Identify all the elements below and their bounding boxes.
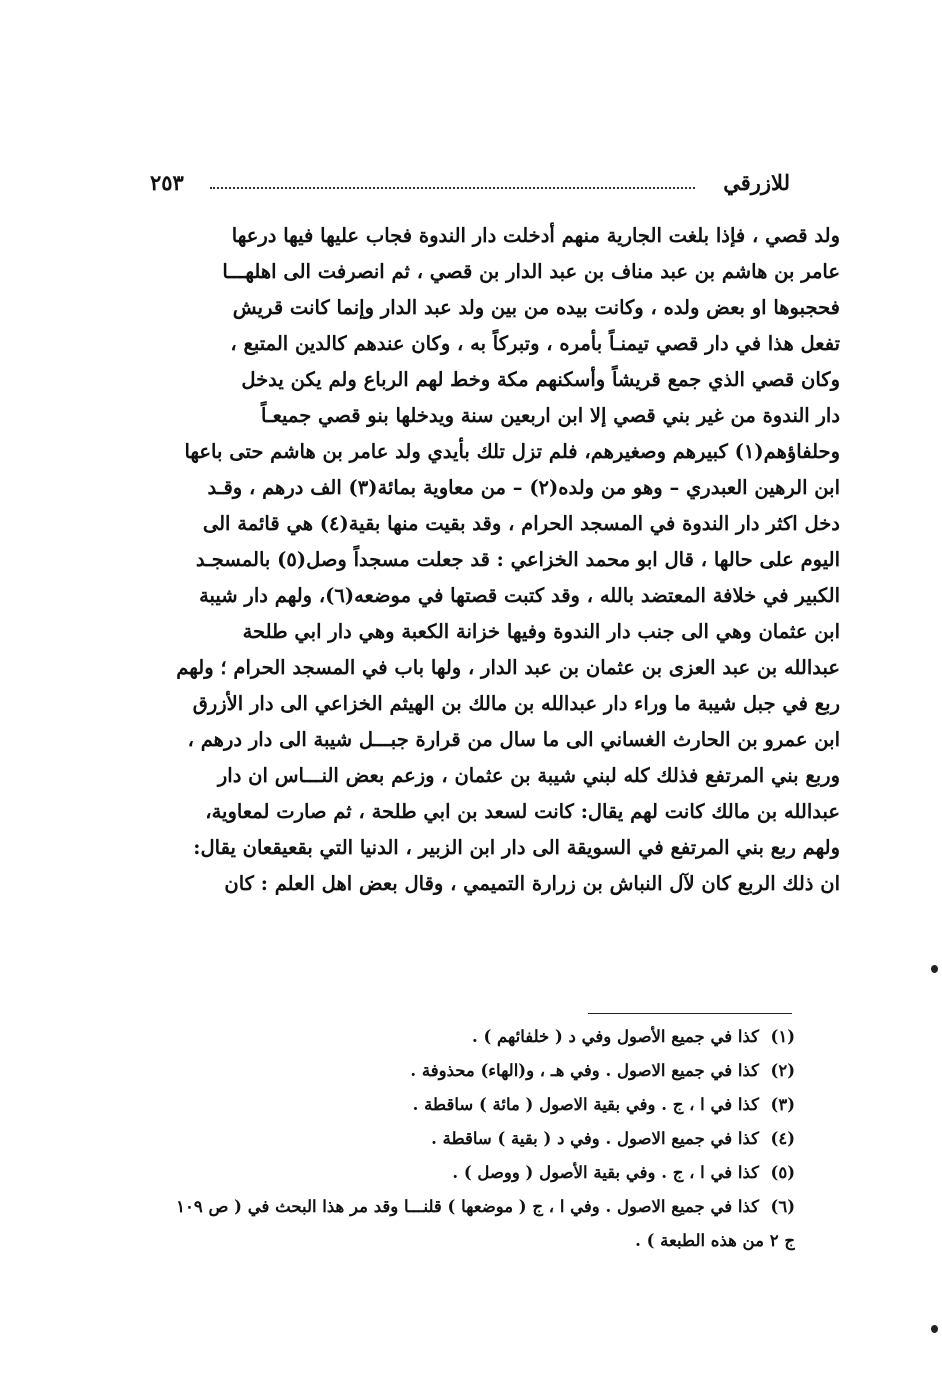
- footnote: [130, 1122, 795, 1156]
- header-dotted-leader: [210, 187, 695, 189]
- footnote-number: (٣): [770, 1095, 795, 1114]
- footnote-number: (٥): [770, 1163, 795, 1182]
- text-line: عبدالله بن عبد العزى بن عثمان بن عبد الدار ، ولها باب في المسجد الحرام ؛ ولهم: [176, 656, 840, 679]
- footnote-continuation: [130, 1224, 795, 1258]
- text-line: تفعل هذا في دار قصي تيمنـاً بأمره ، وتبركاً به ، وكان عندهم كالدين المتبع ،: [230, 332, 840, 355]
- text-line: فحجبوها او بعض ولده ، وكانت بيده من بين ولد عبد الدار وإنما كانت قريش: [232, 296, 840, 319]
- footnote-text: ج ٢ من هذه الطبعة ) .: [635, 1231, 795, 1250]
- footnote-number: (٦): [770, 1197, 795, 1216]
- footnote-text: كذا في ا ، ج . وفي بقية الاصول ( مائة ) ساقطة .: [412, 1095, 759, 1114]
- footnotes: [130, 1020, 795, 1258]
- footnote-number: (٢): [770, 1061, 795, 1080]
- text-line: وكان قصي الذي جمع قريشاً وأسكنهم مكة وخط لهم الرباع ولم يكن يدخل: [241, 368, 840, 391]
- footnote-text: كذا في جميع الاصول . وفي هـ ، و(الهاء) محذوفة .: [410, 1061, 759, 1080]
- footnote-text: كذا في ا ، ج . وفي بقية الأصول ( ووصل ) .: [452, 1163, 759, 1182]
- running-header: [150, 170, 790, 198]
- footnote: [130, 1088, 795, 1122]
- footnote: [130, 1020, 795, 1054]
- text-line: الكبير في خلافة المعتضد بالله ، وقد كتبت قصتها في موضعه(٦)، ولهم دار شيبة: [199, 584, 840, 607]
- text-line: ابن عثمان وهي الى جنب دار الندوة وفيها خزانة الكعبة وهي دار ابي طلحة: [242, 620, 840, 643]
- footnote-text: كذا في جميع الاصول . وفي د ( بقية ) ساقطة .: [431, 1129, 759, 1148]
- scan-speck: [931, 1325, 938, 1333]
- page-number: ٢٥٣: [150, 170, 184, 195]
- text-line: اليوم على حالها ، قال ابو محمد الخزاعي : قد جعلت مسجداً وصل(٥) بالمسجـد: [195, 548, 840, 571]
- text-line: عبدالله بن مالك كانت لهم يقال: كانت لسعد بن ابي طلحة ، ثم صارت لمعاوية،: [205, 800, 840, 823]
- footnote-text: كذا في جميع الأصول وفي د ( خلفائهم ) .: [472, 1027, 759, 1046]
- footnote: [130, 1054, 795, 1088]
- text-line: ابن عمرو بن الحارث الغساني الى ما سال من قرارة جبـــل شيبة الى دار درهم ،: [187, 728, 840, 751]
- main-text: [132, 218, 840, 902]
- text-line: ولهم ربع بني المرتفع في السويقة الى دار ابن الزبير ، الدنيا التي بقعيقعان يقال:: [193, 836, 840, 859]
- text-line: ولد قصي ، فإذا بلغت الجارية منهم أدخلت دار الندوة فجاب عليها فيها درعها: [231, 224, 840, 247]
- text-line: وحلفاؤهم(١) كبيرهم وصغيرهم، فلم تزل تلك بأيدي ولد عامر بن هاشم حتى باعها: [184, 440, 840, 463]
- footnote-text: كذا في جميع الاصول . وفي ا ، ج ( موضعها ) قلنـــا وقد مر هذا البحث في ( ص ١٠٩: [176, 1197, 759, 1216]
- footnote: [130, 1156, 795, 1190]
- text-line: ربع في جبل شيبة ما وراء دار عبدالله بن مالك بن الهيثم الخزاعي الى دار الأزرق: [192, 692, 840, 715]
- text-line: دخل اكثر دار الندوة في المسجد الحرام ، وقد بقيت منها بقية(٤) هي قائمة الى: [202, 512, 840, 535]
- text-line: ابن الرهين العبدري – وهو من ولده(٢) – من معاوية بمائة(٣) الف درهم ، وقـد: [207, 476, 840, 499]
- text-line: ان ذلك الربع كان لآل النباش بن زرارة التميمي ، وقال بعض اهل العلم : كان: [224, 872, 840, 895]
- text-line: دار الندوة من غير بني قصي إلا ابن اربعين سنة ويدخلها بنو قصي جميعـاً: [260, 404, 840, 427]
- footnote-number: (١): [770, 1027, 795, 1046]
- text-line: وربع بني المرتفع فذلك كله لبني شيبة بن عثمان ، وزعم بعض النـــاس ان دار: [217, 764, 840, 787]
- footnote: [130, 1190, 795, 1224]
- footnote-number: (٤): [770, 1129, 795, 1148]
- book-title: للازرقي: [723, 170, 790, 195]
- scan-speck: [931, 965, 938, 973]
- footnote-separator: [588, 1013, 792, 1014]
- text-line: عامر بن هاشم بن عبد مناف بن عبد الدار بن قصي ، ثم انصرفت الى اهلهـــا: [222, 260, 840, 283]
